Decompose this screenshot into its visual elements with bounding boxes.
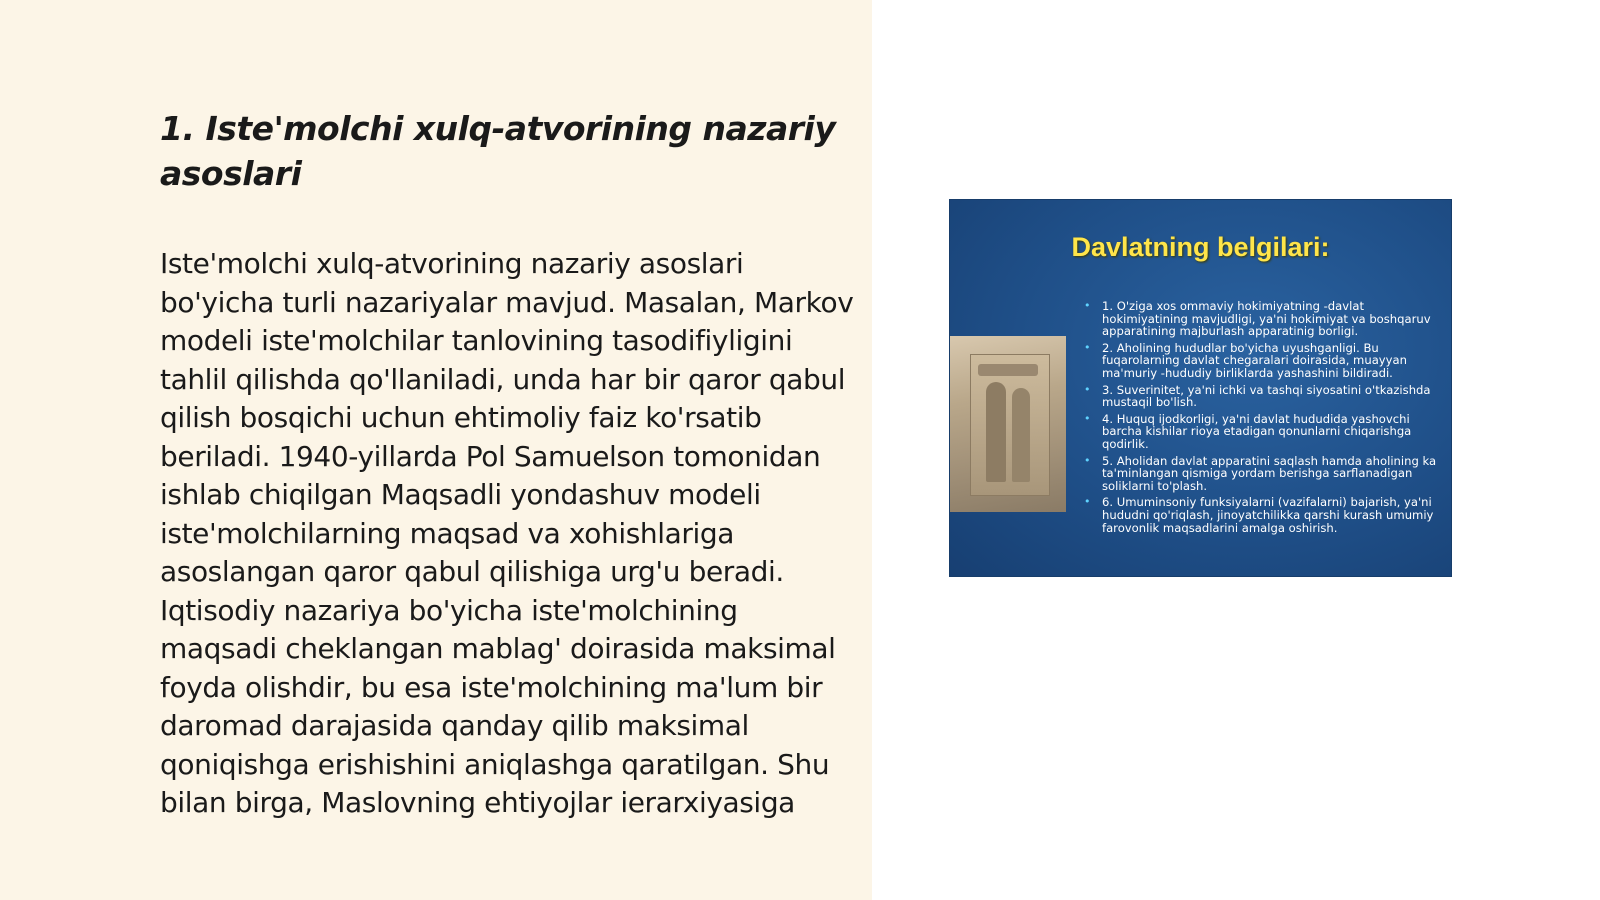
body-paragraph: Iste'molchi xulq-atvorining nazariy asoslari bo'yicha turli nazariyalar mavjud. Masalan, Markov modeli iste'molchilar tanlovining tasodifiyligini tahlil qilishda qo'llaniladi, unda har bir qaror qabul qilish bosqichi uchun ehtimoliy faiz ko'rsatib beriladi. 1940-yillarda Pol Samuelson tomonidan ishlab chiqilgan Maqsadli yondashuv modeli iste'molchilarning maqsad va xohishlariga asoslangan qaror qabul qilishiga urg'u beradi. Iqtisodiy nazariya bo'yicha iste'molchining maqsadi cheklangan mablag' doirasida maksimal foyda olishdir, bu esa iste'molchining ma'lum bir daromad darajasida qanday qilib maksimal qoniqishga erishishini aniqlashga qaratilgan. Shu bilan birga, Maslovning ehtiyojlar ierarxiyasiga [160,247,854,819]
slide-bullet-list [1082,300,1442,538]
list-item-text: 6. Umuminsoniy funksiyalarni (vazifalarni) bajarish, ya'ni hududni qo'riqlash, jinoyatchilikka qarshi kurash umumiy farovonlik maqsadlarini amalga oshirish. [1102,495,1434,535]
list-item-text: 5. Aholidan davlat apparatini saqlash hamda aholining ka ta'minlangan qismiga yordam berishga sarflanadigan soliklarni to'plash. [1102,453,1437,493]
relief-canopy [978,364,1038,376]
list-item-text: 4. Huquq ijodkorligi, ya'ni davlat hududida yashovchi barcha kishilar rioya etadigan qonunlarni chiqarishga qodirlik. [1102,411,1412,451]
list-item [1082,342,1442,380]
bullet-icon: • [1084,411,1091,425]
list-item [1082,300,1442,338]
relief-figure [1012,388,1030,482]
page-title: 1. Iste'molchi xulq-atvorining nazariy asoslari [160,109,836,193]
bullet-icon: • [1084,299,1091,312]
bullet-icon: • [1084,382,1091,396]
bullet-icon: • [1084,340,1091,354]
list-item [1082,496,1442,534]
list-item [1082,455,1442,493]
list-item [1082,384,1442,409]
bullet-icon: • [1084,453,1091,467]
relief-photo-icon [950,336,1066,512]
slide-title: Davlatning belgilari: [1071,232,1330,262]
list-item-text: 2. Aholining hududlar bo'yicha uyushganligi. Bu fuqarolarning davlat chegaralari doirasida, muayyan ma'muriy -hududiy birliklarda yashashini bildiradi. [1102,340,1407,380]
bullet-icon: • [1084,495,1091,509]
relief-figure [986,382,1006,482]
list-item-text: 3. Suverinitet, ya'ni ichki va tashqi siyosatini o'tkazishda mustaqil bo'lish. [1102,382,1431,410]
list-item [1082,413,1442,451]
slide-image [950,200,1451,576]
list-item-text: 1. O'ziga xos ommaviy hokimiyatning -davlat hokimiyatining mavjudligi, ya'ni hokimiyat va boshqaruv apparatining majburlash apparatinig borligi. [1102,299,1431,339]
